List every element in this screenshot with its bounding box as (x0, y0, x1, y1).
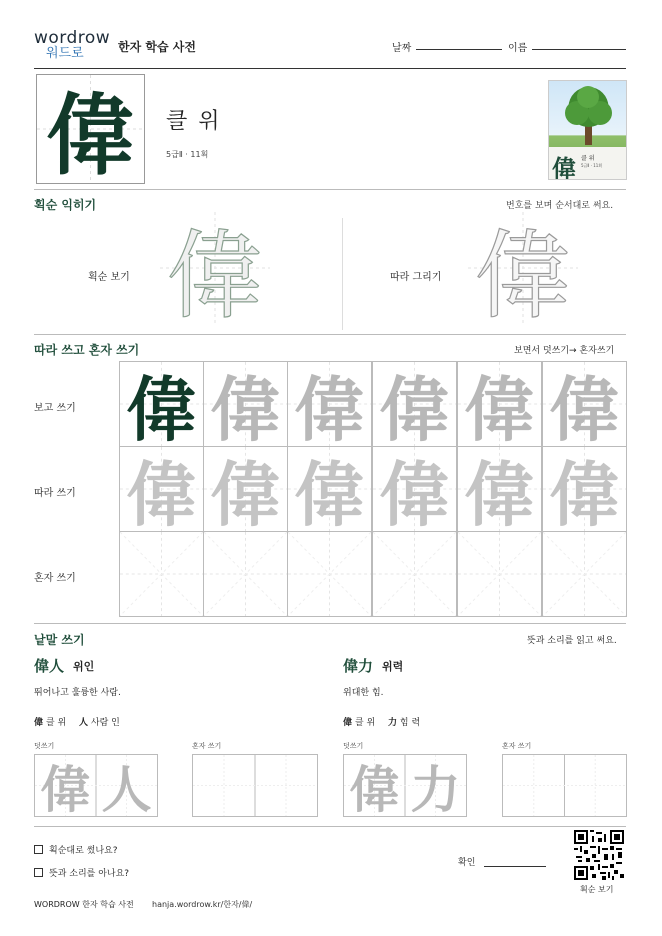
char2: 力 (388, 718, 398, 728)
word-solo-boxes[interactable] (502, 754, 627, 817)
words-section-hint: 뜻과 소리를 읽고 써요. (527, 636, 617, 646)
logo-korean: 워드로 (46, 46, 84, 61)
writing-grid (119, 361, 627, 617)
char1: 偉 (34, 718, 44, 728)
checklist-item[interactable] (34, 843, 118, 856)
row-label-solo: 혼자 쓰기 (34, 573, 76, 584)
thumbnail-char: 偉 (552, 154, 576, 180)
word-trace-boxes[interactable] (343, 754, 467, 817)
trace-char: 偉 (126, 452, 197, 532)
name-label: 이름 (508, 43, 528, 54)
trace-char: 偉 (464, 367, 535, 447)
footer-brand: WORDROW 한자 학습 사전 (34, 900, 134, 909)
word-meaning: 뛰어나고 훌륭한 사람. (34, 688, 121, 698)
solo-label: 혼자 쓰기 (502, 742, 532, 750)
checklist-item[interactable] (34, 866, 129, 879)
word-reading: 위인 (73, 660, 95, 673)
stroke-divider (34, 334, 626, 335)
char1-sound: 클 위 (45, 718, 67, 728)
hero-divider (34, 189, 626, 190)
confirm-label: 확인 (458, 858, 476, 868)
row-label-trace: 따라 쓰기 (34, 488, 76, 499)
grid-cell-empty[interactable] (119, 531, 204, 617)
trace-char: 偉 (464, 452, 535, 532)
grid-cell-trace[interactable] (203, 361, 288, 447)
word-hanja: 偉人 (34, 657, 65, 675)
trace-label: 덧쓰기 (343, 742, 364, 750)
grid-cell-trace[interactable] (372, 446, 457, 532)
hero-grade-strokes: 5급Ⅱ · 11획 (166, 150, 209, 159)
word-char-breakdown (34, 715, 120, 728)
word-hanja: 偉力 (343, 657, 374, 675)
header-title: 한자 학습 사전 (118, 40, 196, 54)
char1-sound: 클 위 (354, 718, 376, 728)
model-char: 偉 (126, 367, 197, 447)
hero-char: 偉 (46, 83, 135, 187)
logo (34, 30, 114, 64)
grid-cell-trace[interactable] (203, 446, 288, 532)
stroke-trace-label: 따라 그리기 (390, 272, 442, 283)
grid-cell-trace[interactable] (119, 446, 204, 532)
hero-thumbnail (548, 80, 627, 180)
word-trace-boxes[interactable] (34, 754, 158, 817)
trace-char: 力 (410, 759, 461, 819)
trace-char: 偉 (294, 452, 365, 532)
hero-char-box (36, 74, 145, 187)
word-solo-boxes[interactable] (192, 754, 318, 817)
grid-cell-trace[interactable] (372, 361, 457, 447)
word-char-breakdown (343, 715, 420, 728)
solo-label: 혼자 쓰기 (192, 742, 222, 750)
trace-char: 偉 (549, 367, 620, 447)
date-field[interactable] (416, 49, 502, 50)
trace-char: 偉 (379, 452, 450, 532)
checklist-label: 획순대로 썼나요? (49, 846, 118, 856)
checklist-label: 뜻과 소리를 아나요? (49, 869, 130, 879)
char2-sound: 사람 인 (90, 718, 120, 728)
trace-label: 덧쓰기 (34, 742, 55, 750)
stroke-section-hint: 번호를 보며 순서대로 써요. (506, 201, 614, 211)
row-label-see: 보고 쓰기 (34, 403, 76, 414)
grid-cell-trace[interactable] (542, 446, 627, 532)
stroke-view-label: 획순 보기 (88, 272, 130, 283)
footer-url[interactable]: hanja.wordrow.kr/한자/偉/ (152, 900, 253, 909)
checkbox[interactable] (34, 868, 43, 877)
grid-cell-model (119, 361, 204, 447)
grid-cell-empty[interactable] (542, 531, 627, 617)
qr-label: 획순 보기 (580, 885, 614, 894)
thumbnail-text: 클 위 (581, 155, 595, 162)
stroke-order-char: 偉 (167, 219, 263, 332)
hero-meaning-sound: 클 위 (166, 109, 222, 134)
write-divider (34, 623, 626, 624)
grid-cell-trace[interactable] (542, 361, 627, 447)
char2-sound: 힘 력 (399, 718, 421, 728)
grid-cell-trace[interactable] (457, 361, 542, 447)
trace-char: 偉 (210, 367, 281, 447)
grid-cell-trace[interactable] (457, 446, 542, 532)
char2: 人 (79, 718, 89, 728)
words-section-title: 낱말 쓰기 (34, 633, 85, 647)
logo-text: wordrow (34, 28, 111, 48)
confirm-field[interactable] (484, 866, 546, 867)
trace-char: 偉 (379, 367, 450, 447)
grid-cell-empty[interactable] (203, 531, 288, 617)
trace-char: 偉 (210, 452, 281, 532)
grid-cell-empty[interactable] (457, 531, 542, 617)
trace-char: 偉 (549, 452, 620, 532)
trace-char: 偉 (349, 759, 400, 819)
thumbnail-subtext: 5급Ⅱ · 11획 (581, 163, 603, 168)
stroke-divider-vertical (342, 218, 343, 330)
write-section-title: 따라 쓰고 혼자 쓰기 (34, 343, 140, 357)
grid-cell-trace[interactable] (287, 361, 372, 447)
write-section-hint: 보면서 덧쓰기→ 혼자쓰기 (514, 346, 615, 356)
stroke-trace-diagram[interactable] (468, 212, 578, 332)
grid-cell-trace[interactable] (287, 446, 372, 532)
name-field[interactable] (532, 49, 626, 50)
stroke-order-diagram (160, 212, 270, 332)
trace-char: 偉 (294, 367, 365, 447)
grid-cell-empty[interactable] (287, 531, 372, 617)
qr-code-icon[interactable] (574, 830, 624, 880)
grid-cell-empty[interactable] (372, 531, 457, 617)
trace-char: 偉 (40, 759, 91, 819)
trace-char: 人 (101, 759, 152, 819)
word-meaning: 위대한 힘. (343, 688, 384, 698)
checkbox[interactable] (34, 845, 43, 854)
date-label: 날짜 (392, 43, 412, 54)
stroke-trace-char: 偉 (475, 219, 571, 332)
words-divider (34, 826, 626, 827)
stroke-section-title: 획순 익히기 (34, 198, 97, 212)
word-reading: 위력 (382, 660, 404, 673)
char1: 偉 (343, 718, 353, 728)
